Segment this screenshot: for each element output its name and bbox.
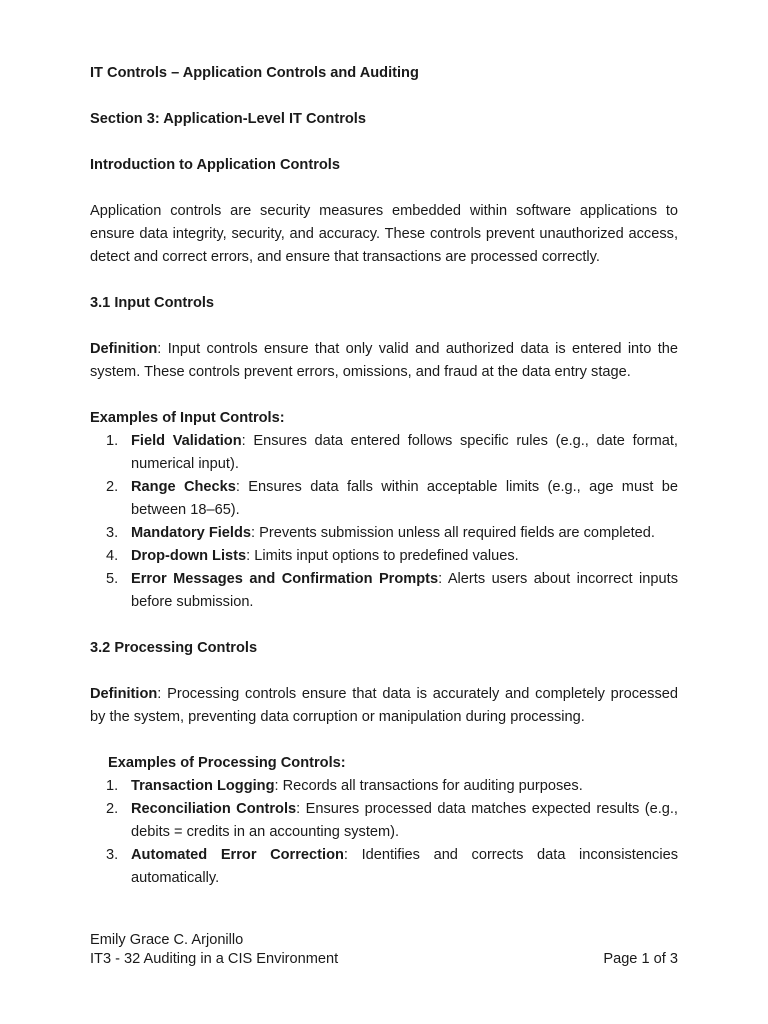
list-term: Mandatory Fields bbox=[131, 525, 252, 541]
page-footer bbox=[90, 931, 678, 969]
list-item bbox=[90, 476, 678, 522]
list-text: : Identifies and corrects data inconsistencies automatically. bbox=[131, 847, 679, 886]
list-text: : Prevents submission unless all required fields are completed. bbox=[251, 525, 655, 541]
document-body bbox=[90, 62, 678, 890]
list-item bbox=[90, 844, 678, 890]
list-number: 3. bbox=[106, 525, 119, 541]
input-controls-definition bbox=[90, 338, 678, 384]
list-term: Error Messages and Confirmation Prompts bbox=[131, 571, 439, 587]
processing-controls-definition bbox=[90, 683, 678, 729]
definition-label: Definition bbox=[90, 341, 158, 357]
list-term: Drop-down Lists bbox=[131, 548, 247, 564]
list-term: Reconciliation Controls bbox=[131, 801, 297, 817]
definition-text: : Input controls ensure that only valid and authorized data is entered into the system. These controls prevent errors, omissions, and fraud at the data entry stage. bbox=[90, 341, 678, 380]
list-text: : Limits input options to predefined values. bbox=[246, 548, 519, 564]
list-text: : Ensures data entered follows specific rules (e.g., date format, numerical input). bbox=[131, 433, 678, 472]
processing-examples-heading: Examples of Processing Controls: bbox=[108, 755, 346, 771]
list-number: 2. bbox=[106, 479, 119, 495]
processing-controls-heading: 3.2 Processing Controls bbox=[90, 640, 258, 656]
list-number: 3. bbox=[106, 847, 119, 863]
list-text: : Alerts users about incorrect inputs before submission. bbox=[131, 571, 678, 610]
list-text: : Ensures data falls within acceptable limits (e.g., age must be between 18–65). bbox=[131, 479, 679, 518]
intro-heading: Introduction to Application Controls bbox=[90, 157, 340, 173]
input-examples-list bbox=[90, 430, 678, 614]
list-term: Field Validation bbox=[131, 433, 242, 449]
input-examples-heading: Examples of Input Controls: bbox=[90, 410, 285, 426]
page-number: Page 1 of 3 bbox=[603, 951, 678, 967]
list-item bbox=[90, 430, 678, 476]
list-number: 4. bbox=[106, 548, 119, 564]
definition-text: : Processing controls ensure that data is accurately and completely processed by the system, preventing data corruption or manipulation during processing. bbox=[90, 686, 678, 725]
list-item bbox=[90, 798, 678, 844]
definition-label: Definition bbox=[90, 686, 158, 702]
footer-course: IT3 - 32 Auditing in a CIS Environment bbox=[90, 951, 339, 967]
document-title: IT Controls – Application Controls and Auditing bbox=[90, 65, 419, 81]
processing-examples-list bbox=[90, 775, 678, 890]
list-item bbox=[90, 545, 678, 568]
list-item bbox=[90, 522, 678, 545]
list-term: Range Checks bbox=[131, 479, 236, 495]
list-term: Transaction Logging bbox=[131, 778, 275, 794]
section-title: Section 3: Application-Level IT Controls bbox=[90, 111, 366, 127]
list-number: 1. bbox=[106, 433, 119, 449]
list-term: Automated Error Correction bbox=[131, 847, 344, 863]
list-number: 5. bbox=[106, 571, 119, 587]
footer-row bbox=[90, 950, 678, 969]
footer-author: Emily Grace C. Arjonillo bbox=[90, 932, 244, 948]
input-controls-heading: 3.1 Input Controls bbox=[90, 295, 215, 311]
intro-paragraph: Application controls are security measures embedded within software applications to ensure data integrity, security, and accuracy. These controls prevent unauthorized access, detect and correct errors, and ensure that transactions are processed correctly. bbox=[90, 203, 678, 265]
list-text: : Ensures processed data matches expected results (e.g., debits = credits in an accounting system). bbox=[131, 801, 678, 840]
list-text: : Records all transactions for auditing purposes. bbox=[274, 778, 583, 794]
list-item bbox=[90, 775, 678, 798]
list-item bbox=[90, 568, 678, 614]
list-number: 2. bbox=[106, 801, 119, 817]
list-number: 1. bbox=[106, 778, 119, 794]
